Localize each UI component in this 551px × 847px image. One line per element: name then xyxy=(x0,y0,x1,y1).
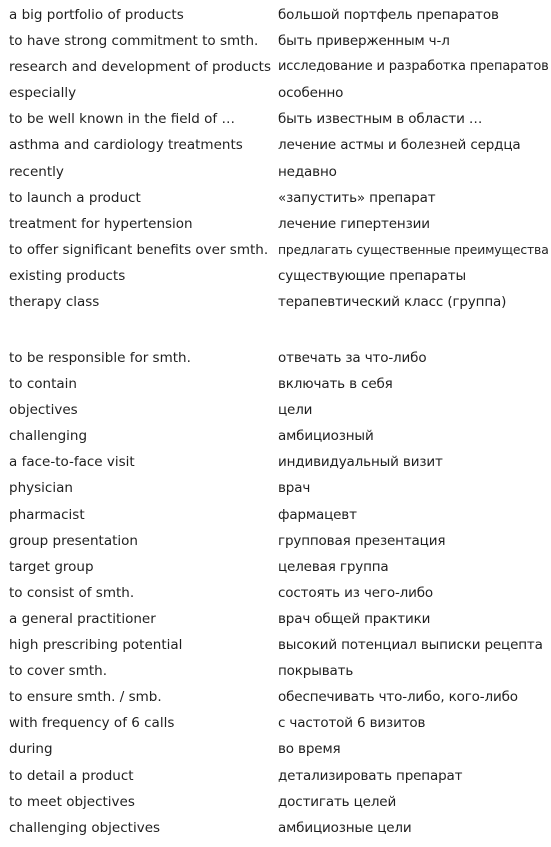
vocabulary-row xyxy=(0,606,551,632)
english-term: challenging objectives xyxy=(9,819,161,836)
english-term: to launch a product xyxy=(9,189,141,206)
russian-translation: амбициозные цели xyxy=(278,819,412,836)
vocabulary-row xyxy=(0,28,551,54)
russian-translation: с частотой 6 визитов xyxy=(278,715,426,732)
russian-translation: включать в себя xyxy=(278,376,393,393)
russian-translation: детализировать препарат xyxy=(278,767,463,784)
russian-translation: быть приверженным ч-л xyxy=(278,33,450,50)
vocabulary-row xyxy=(0,763,551,789)
vocabulary-row xyxy=(0,684,551,710)
english-term: asthma and cardiology treatments xyxy=(9,137,243,154)
english-term: to be responsible for smth. xyxy=(9,350,191,366)
vocabulary-row xyxy=(0,736,551,762)
vocabulary-row xyxy=(0,2,551,28)
english-term: especially xyxy=(9,85,77,102)
english-term: to meet objectives xyxy=(9,793,135,810)
russian-translation: достигать целей xyxy=(278,793,397,810)
russian-translation: существующие препараты xyxy=(278,267,466,284)
russian-translation: обеспечивать что-либо, кого-либо xyxy=(278,689,518,706)
russian-translation: особенно xyxy=(278,85,344,102)
english-term: to cover smth. xyxy=(9,663,107,680)
english-term: group presentation xyxy=(9,532,138,549)
vocabulary-row xyxy=(0,371,551,397)
russian-translation: предлагать существенные преимущества xyxy=(278,242,549,257)
english-term: treatment for hypertension xyxy=(9,215,193,232)
russian-translation: врач общей практики xyxy=(278,610,431,627)
russian-translation: высокий потенциал выписки рецепта xyxy=(278,637,543,654)
russian-translation: «запустить» препарат xyxy=(278,189,436,206)
english-term: recently xyxy=(9,163,64,180)
english-term: therapy class xyxy=(9,294,100,311)
russian-translation: индивидуальный визит xyxy=(278,454,443,471)
russian-translation: лечение гипертензии xyxy=(278,215,430,232)
russian-translation: быть известным в области … xyxy=(278,111,483,128)
english-term: to have strong commitment to smth. xyxy=(9,33,259,50)
russian-translation: покрывать xyxy=(278,663,354,680)
english-term: high prescribing potential xyxy=(9,637,183,654)
vocabulary-row xyxy=(0,580,551,606)
vocabulary-row xyxy=(0,449,551,475)
russian-translation: исследование и разработка препаратов xyxy=(278,59,549,75)
english-term: challenging xyxy=(9,428,88,445)
vocabulary-row xyxy=(0,159,551,185)
russian-translation: лечение астмы и болезней сердца xyxy=(278,137,521,154)
vocabulary-row xyxy=(0,423,551,449)
vocabulary-block-1 xyxy=(0,2,551,315)
russian-translation: амбициозный xyxy=(278,428,374,445)
vocabulary-row xyxy=(0,475,551,501)
vocabulary-row xyxy=(0,211,551,237)
english-term: to consist of smth. xyxy=(9,584,135,601)
vocabulary-row xyxy=(0,658,551,684)
vocabulary-row xyxy=(0,502,551,528)
vocabulary-row xyxy=(0,289,551,315)
english-term: with frequency of 6 calls xyxy=(9,715,175,732)
russian-translation: недавно xyxy=(278,163,337,180)
english-term: pharmacist xyxy=(9,506,85,523)
russian-translation: групповая презентация xyxy=(278,532,446,549)
english-term: a big portfolio of products xyxy=(9,7,184,23)
english-term: to offer significant benefits over smth. xyxy=(9,241,269,258)
russian-translation: во время xyxy=(278,741,341,758)
russian-translation: фармацевт xyxy=(278,506,357,523)
vocabulary-row xyxy=(0,528,551,554)
vocabulary-row xyxy=(0,815,551,841)
vocabulary-block-2 xyxy=(0,345,551,841)
vocabulary-row xyxy=(0,345,551,371)
english-term: to be well known in the field of … xyxy=(9,111,235,128)
vocabulary-row xyxy=(0,54,551,80)
russian-translation: состоять из чего-либо xyxy=(278,584,434,601)
vocabulary-row xyxy=(0,789,551,815)
russian-translation: терапевтический класс (группа) xyxy=(278,294,507,311)
english-term: a face-to-face visit xyxy=(9,454,135,471)
russian-translation: цели xyxy=(278,402,313,419)
english-term: during xyxy=(9,741,53,758)
russian-translation: врач xyxy=(278,480,311,497)
vocabulary-row xyxy=(0,80,551,106)
vocabulary-row xyxy=(0,632,551,658)
vocabulary-row xyxy=(0,132,551,158)
english-term: a general practitioner xyxy=(9,610,156,627)
english-term: research and development of products xyxy=(9,59,271,76)
english-term: existing products xyxy=(9,267,126,284)
vocabulary-row xyxy=(0,237,551,263)
vocabulary-row xyxy=(0,263,551,289)
russian-translation: отвечать за что-либо xyxy=(278,350,427,366)
russian-translation: целевая группа xyxy=(278,558,389,575)
vocabulary-row xyxy=(0,397,551,423)
english-term: to contain xyxy=(9,376,77,393)
vocabulary-row xyxy=(0,710,551,736)
english-term: physician xyxy=(9,480,73,497)
english-term: target group xyxy=(9,558,94,575)
russian-translation: большой портфель препаратов xyxy=(278,7,499,23)
vocabulary-row xyxy=(0,185,551,211)
english-term: objectives xyxy=(9,402,78,419)
english-term: to detail a product xyxy=(9,767,134,784)
vocabulary-row xyxy=(0,106,551,132)
vocabulary-row xyxy=(0,554,551,580)
english-term: to ensure smth. / smb. xyxy=(9,689,162,706)
